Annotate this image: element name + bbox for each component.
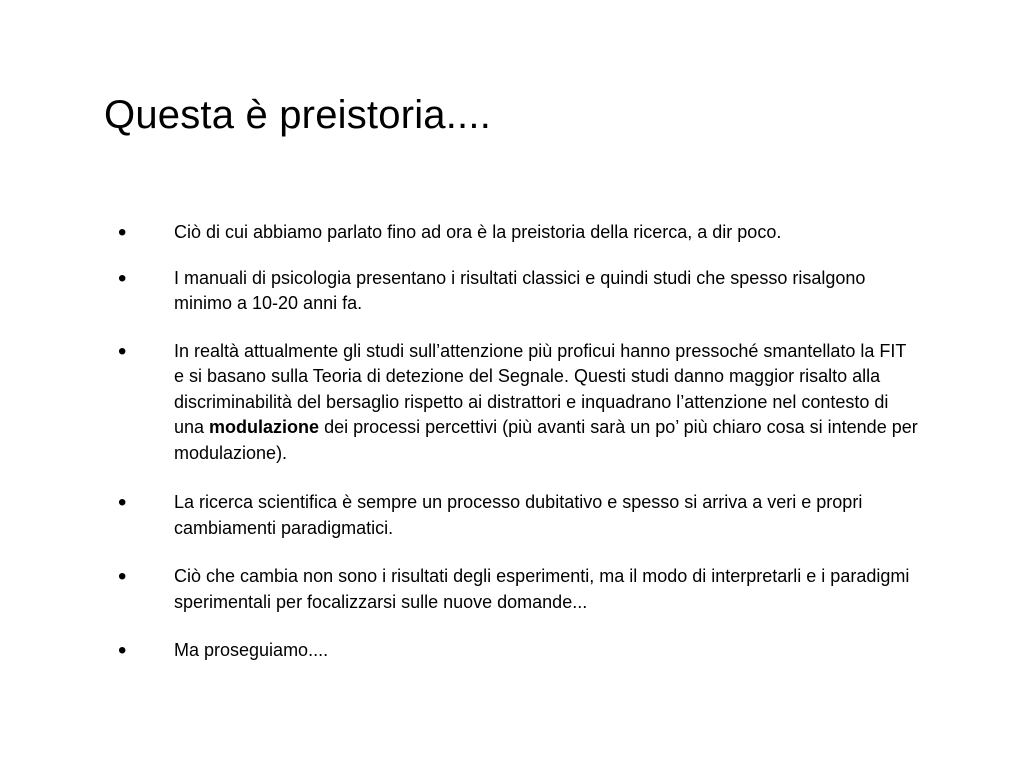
bullet-icon: •	[118, 563, 127, 590]
bullet-icon: •	[118, 489, 127, 516]
bullet-text-before-emphasis: In realtà attualmente gli studi sull’attenzione più proficui hanno pressoché smantellato la FIT e si basano sulla Teoria di detezione del Segnale. Questi studi danno maggior risalto alla discriminabilità del bersaglio rispetto ai distrattori e inquadrano l’attenzione nel contesto di una	[174, 340, 907, 437]
bullet-text-after-emphasis: dei processi percettivi (più avanti sarà un po’ più chiaro cosa si intende per modulazione).	[174, 417, 918, 463]
bullet-text: Ciò che cambia non sono i risultati degli esperimenti, ma il modo di interpretarli e i paradigmi sperimentali per focalizzarsi sulle nuove domande...	[174, 566, 910, 612]
bullet-item	[118, 266, 918, 317]
bullet-item	[118, 220, 918, 246]
bullet-text: Ciò di cui abbiamo parlato fino ad ora è la preistoria della ricerca, a dir poco.	[174, 222, 782, 242]
slide-title: Questa è preistoria....	[104, 93, 492, 137]
bullet-text: I manuali di psicologia presentano i risultati classici e quindi studi che spesso risalgono minimo a 10-20 anni fa.	[174, 267, 866, 313]
bullet-item	[118, 490, 918, 541]
bullet-icon: •	[118, 337, 127, 365]
bullet-icon: •	[118, 219, 127, 246]
emphasized-term: modulazione	[209, 417, 320, 437]
bullet-item	[118, 638, 918, 664]
bullet-text: La ricerca scientifica è sempre un processo dubitativo e spesso si arriva a veri e propri cambiamenti paradigmatici.	[174, 492, 863, 538]
bullet-item	[118, 339, 918, 467]
bullet-text: Ma proseguiamo....	[174, 640, 329, 660]
bullet-icon: •	[118, 637, 127, 664]
bullet-list	[118, 220, 918, 664]
bullet-item	[118, 564, 918, 615]
bullet-icon: •	[118, 264, 127, 292]
